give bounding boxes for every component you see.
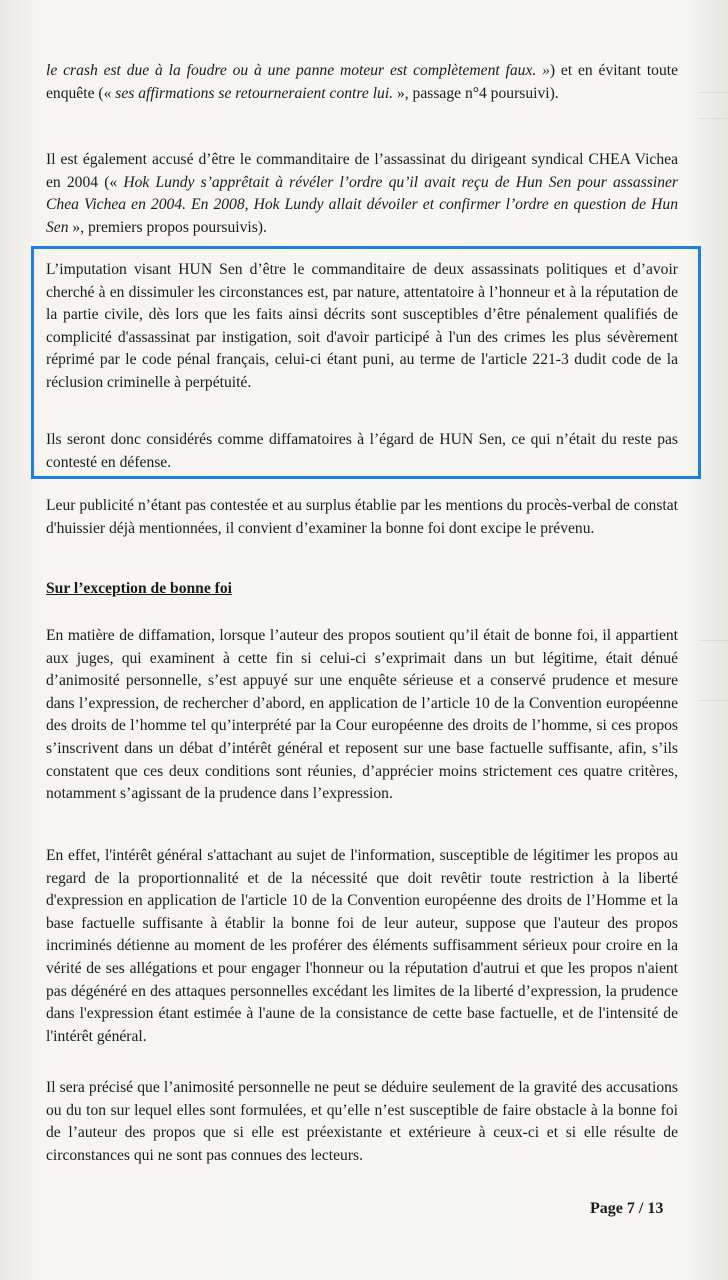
quote-affirmations: ses affirmations se retourneraient contre lui.: [111, 84, 394, 102]
bleed-through-mark: [698, 700, 728, 701]
bleed-through-mark: [698, 92, 728, 93]
quote-crash: le crash est due à la foudre ou à une panne moteur est complètement faux. »: [46, 62, 550, 79]
page-number: Page 7 / 13: [590, 1200, 664, 1217]
text-passage-ref: », passage n°4 poursuivi).: [393, 84, 559, 102]
paragraph-good-faith-test: En matière de diffamation, lorsque l’auteur des propos soutient qu’il était de bonne foi, il appartient aux juges, qui examinent à cette fin si celui-ci s’exprimait dans un but légitime, était dénué d’animosité personnelle, s’est appuyé sur une enquête sérieuse et a conservé prudence et mesure dans l’expression, de rechercher d’abord, en application de l’article 10 de la Convention européenne des droits de l’homme tel qu’interprété par la Cour européenne des droits de l’homme, si ces propos s’inscrivent dans un débat d’intérêt général et reposent sur une base factuelle suffisante, afin, s’ils constatent que ces deux conditions sont réunies, d’apprécier moins strictement ces quatre critères, notamment s’agissant de la prudence dans l’expression.: [46, 627, 678, 803]
paragraph-imputation: L’imputation visant HUN Sen d’être le commanditaire de deux assassinats politiques et d’avoir cherché à en dissimuler les circonstances est, par nature, attentatoire à l’honneur et à la réputation de la partie civile, dès lors que les faits ainsi décrits sont susceptibles d’être pénalement qualifiés de complicité d'assassinat par instigation, soit d'avoir participé à l'un des crimes les plus sévèrement réprimé par le code pénal français, celui-ci étant puni, au terme de l'article 221-3 dudit code de la réclusion criminelle à perpétuité.: [46, 261, 678, 391]
bleed-through-mark: [698, 118, 728, 119]
bleed-through-mark: [698, 640, 728, 641]
text-first-statements: », premiers propos poursuivis).: [68, 218, 267, 236]
paragraph-publicity: Leur publicité n’étant pas contestée et au surplus établie par les mentions du procès-verbal de constat d'huissier déjà mentionnées, il convient d’examiner la bonne foi dont excipe le prévenu.: [46, 497, 678, 537]
quote-hok-lundy: Hok Lundy s’apprêtait à révéler l’ordre qu’il avait reçu de Hun Sen pour assassiner Chea Vichea en 2004. En 2008, Hok Lundy allait dévoiler et confirmer l’ordre en question de Hun Sen: [46, 173, 678, 236]
text-accusation: Il est également accusé d’être le commanditaire de l’assassinat du dirigeant syndical CHEA Vichea en 2004 («: [46, 151, 678, 191]
paragraph-crash-statement: [46, 60, 678, 105]
paragraph-general-interest: En effet, l'intérêt général s'attachant au sujet de l'information, susceptible de légitimer les propos au regard de la proportionnalité et de la nécessité que doit revêtir toute restriction à la liberté d'expression en application de l'article 10 de la Convention européenne des droits de l’Homme et la base factuelle suffisante à établir la bonne foi de leur auteur, suppose que l'auteur des propos incriminés détienne au moment de les proférer des éléments suffisamment sérieux pour croire en la vérité de ses allégations et pour engager l'honneur ou la réputation d'autrui et que les propos n'aient pas dégénéré en des attaques personnelles excédant les limites de la liberté d’expression, la prudence dans l'expression étant estimée à l'aune de la consistance de cette base factuelle, et de l'intensité de l'intérêt général.: [46, 847, 678, 1045]
paragraph-chea-vichea: [46, 149, 678, 239]
paragraph-defamatory: Ils seront donc considérés comme diffamatoires à l’égard de HUN Sen, ce qui n’était du reste pas contesté en défense.: [46, 431, 678, 471]
paragraph-animosity: Il sera précisé que l’animosité personnelle ne peut se déduire seulement de la gravité des accusations ou du ton sur lequel elles sont formulées, et qu’elle n’est susceptible de faire obstacle à la bonne foi de l’auteur des propos que si elle est préexistante et extérieure à ceux-ci et si elle résulte de circonstances qui ne sont pas connues des lecteurs.: [46, 1079, 678, 1164]
section-heading: Sur l’exception de bonne foi: [46, 580, 232, 597]
text-avoiding-inquiry: ) et en évitant toute enquête («: [46, 62, 679, 102]
